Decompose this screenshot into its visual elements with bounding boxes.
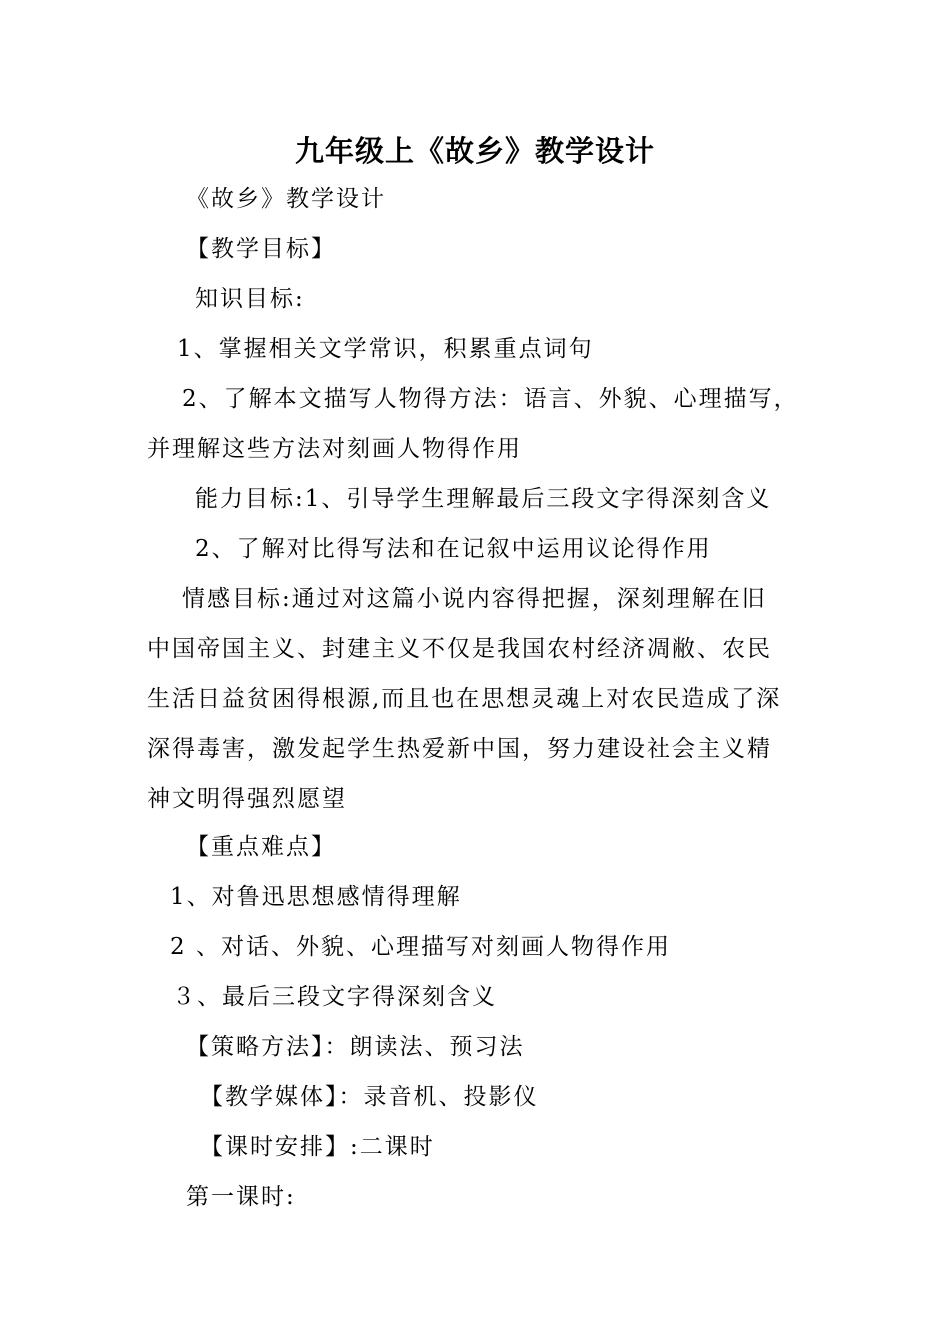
key-point-3: ３、最后三段文字得深刻含义 bbox=[172, 984, 497, 1010]
teaching-media: 【教学媒体】：录音机、投影仪 bbox=[200, 1084, 539, 1110]
emotion-objective-cont-4: 神文明得强烈愿望 bbox=[147, 786, 347, 812]
knowledge-objective-2: 2、了解本文描写人物得方法：语言、外貌、心理描写， bbox=[182, 386, 799, 412]
emotion-objective-cont-3: 深得毒害，激发起学生热爱新中国，努力建设社会主义精 bbox=[147, 736, 772, 762]
document-title: 九年级上《故乡》教学设计 bbox=[294, 134, 655, 168]
key-point-2: 2 、对话、外貌、心理描写对刻画人物得作用 bbox=[170, 934, 671, 960]
emotion-objective-cont-1: 中国帝国主义、封建主义不仅是我国农村经济凋敝、农民 bbox=[147, 636, 772, 662]
strategy-methods: 【策略方法】：朗读法、预习法 bbox=[186, 1034, 525, 1060]
ability-objective-2: 2、了解对比得写法和在记叙中运用议论得作用 bbox=[195, 536, 712, 562]
paragraph-subtitle: 《故乡》教学设计 bbox=[186, 186, 386, 212]
knowledge-objectives-label: 知识目标: bbox=[195, 286, 305, 312]
ability-objective-1: 能力目标:1、引导学生理解最后三段文字得深刻含义 bbox=[195, 486, 772, 512]
first-lesson-heading: 第一课时: bbox=[186, 1184, 296, 1210]
knowledge-objective-2-cont: 并理解这些方法对刻画人物得作用 bbox=[147, 436, 522, 462]
emotion-objective-cont-2: 生活日益贫困得根源,而且也在思想灵魂上对农民造成了深 bbox=[147, 686, 782, 712]
section-heading-key-points: 【重点难点】 bbox=[186, 834, 336, 860]
class-schedule: 【课时安排】:二课时 bbox=[200, 1134, 435, 1160]
emotion-objective: 情感目标:通过对这篇小说内容得把握，深刻理解在旧 bbox=[182, 586, 767, 612]
key-point-1: 1、对鲁迅思想感情得理解 bbox=[170, 884, 462, 910]
knowledge-objective-1: 1、掌握相关文学常识，积累重点词句 bbox=[177, 336, 594, 362]
section-heading-objectives: 【教学目标】 bbox=[186, 236, 336, 262]
